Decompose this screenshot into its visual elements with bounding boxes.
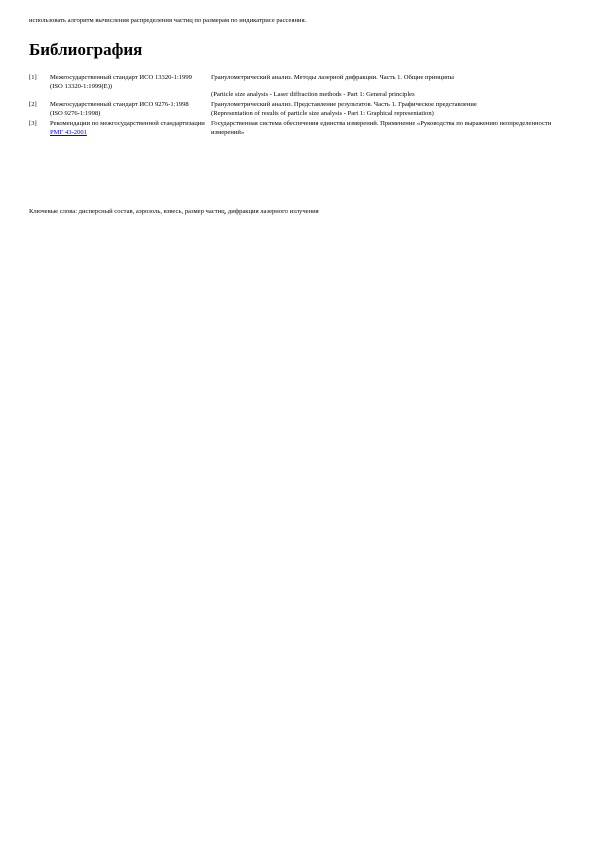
- ref-number: [2]: [29, 101, 37, 109]
- ref-standard: [50, 101, 211, 120]
- bibliography-table: [29, 74, 569, 139]
- intro-text: использовать алгоритм вычисления распределения частиц по размерам по индикатрисе рассеяния.: [29, 17, 307, 24]
- ref-number: [3]: [29, 119, 37, 127]
- keywords-line: Ключевые слова: дисперсный состав, аэрозоль, взвесь, размер частиц, дифракция лазерного излучения: [29, 208, 319, 215]
- ref-standard-text: Рекомендации по межгосударственной стандартизации: [50, 119, 205, 127]
- ref-description-ru: Гранулометрический анализ. Методы лазерной дифракции. Часть 1. Общие принципы: [211, 74, 454, 81]
- ref-standard: [50, 74, 211, 101]
- bibliography-row: [29, 120, 569, 139]
- ref-number: [1]: [29, 74, 37, 81]
- ref-description-ru: Гранулометрический анализ. Представление результатов. Часть 1. Графическое представление: [211, 101, 477, 109]
- bibliography-row: [29, 74, 569, 101]
- ref-standard: [50, 120, 211, 139]
- bibliography-row: [29, 101, 569, 120]
- ref-standard-en: (ISO 9276-1:1998): [50, 109, 101, 117]
- rmg-43-2001-link[interactable]: РМГ 43-2001: [50, 128, 87, 136]
- ref-spacer: [211, 83, 569, 92]
- ref-description-en: (Representation of results of particle size analysis - Part 1: Graphical representation): [211, 109, 434, 117]
- ref-description-en: (Particle size analysis - Laser diffraction methods - Part 1: General principles: [211, 91, 415, 99]
- ref-description: [211, 74, 569, 101]
- page-title: Библиография: [29, 40, 143, 59]
- ref-description-ru: Государственная система обеспечения единства измерений. Применение «Руководства по выражению неопределенности измерений»: [211, 119, 552, 136]
- ref-standard-ru: Межгосударственный стандарт ИСО 13320-1:1999: [50, 74, 192, 81]
- ref-standard-en: (ISO 13320-1:1999(E)): [50, 82, 113, 90]
- ref-description: [211, 101, 569, 120]
- ref-description: [211, 120, 569, 139]
- ref-standard-ru: Межгосударственный стандарт ИСО 9276-1:1998: [50, 101, 189, 109]
